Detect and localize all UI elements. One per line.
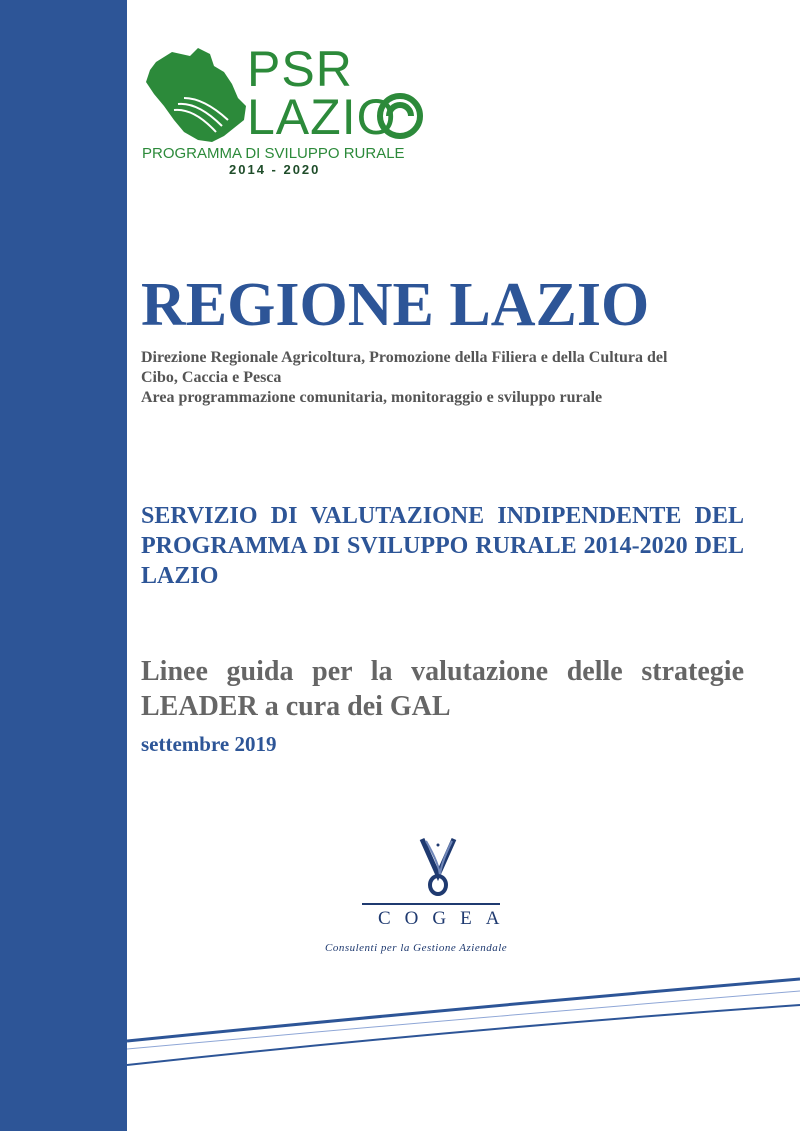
logo-years-text: 2014 - 2020 <box>229 162 321 177</box>
left-blue-band <box>0 0 127 1131</box>
page-title: REGIONE LAZIO <box>141 271 650 339</box>
cogea-rule <box>362 903 500 905</box>
area-line: Area programmazione comunitaria, monitoraggio e sviluppo rurale <box>141 389 603 406</box>
directorate-line-1: Direzione Regionale Agricoltura, Promozione della Filiera e della Cultura del <box>141 349 668 366</box>
decorative-swoosh <box>127 975 800 1085</box>
cogea-logo-icon <box>400 835 480 905</box>
directorate-info <box>141 348 744 408</box>
logo-lazio-text: LAZIO <box>247 89 397 145</box>
logo-psr-text: PSR <box>247 41 353 97</box>
cogea-tagline: Consulenti per la Gestione Aziendale <box>325 942 508 954</box>
logo-program-text: PROGRAMMA DI SVILUPPO RURALE <box>142 145 405 162</box>
document-title: Linee guida per la valutazione delle strategie LEADER a cura dei GAL <box>141 656 744 722</box>
lazio-region-map-icon <box>146 48 246 142</box>
directorate-line-2: Cibo, Caccia e Pesca <box>141 369 282 386</box>
document-date: settembre 2019 <box>141 732 277 756</box>
cogea-name: COGEA <box>378 908 514 929</box>
service-title: SERVIZIO DI VALUTAZIONE INDIPENDENTE DEL PROGRAMMA DI SVILUPPO RURALE 2014-2020 DEL LAZIO <box>141 503 744 589</box>
